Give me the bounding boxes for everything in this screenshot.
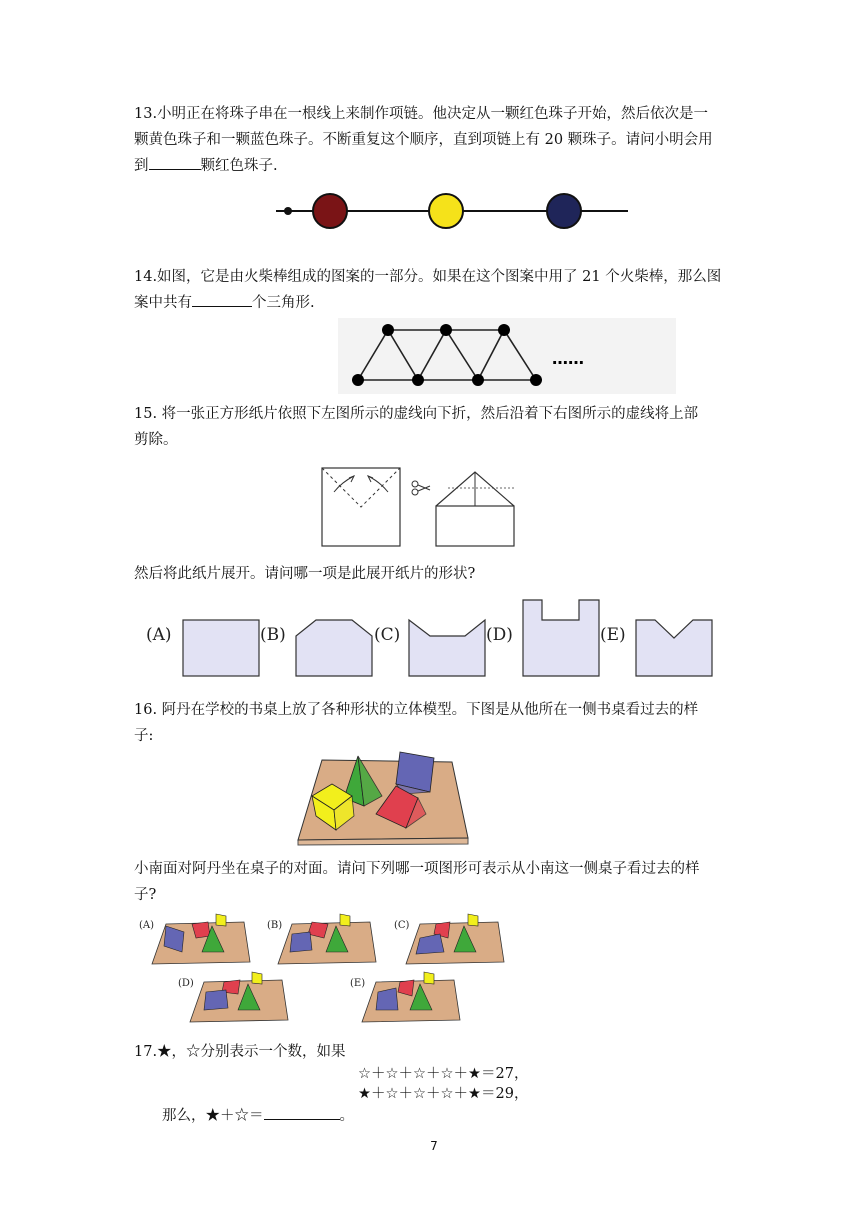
scissors-icon: [412, 481, 430, 495]
q13-line3: 到 颗红色珠子.: [134, 153, 740, 179]
option-d-label: (D): [486, 625, 513, 645]
option-b-label: (B): [260, 625, 286, 645]
q17-line4: 那么，★＋☆＝ 。: [162, 1103, 768, 1129]
option-a-label: (A): [146, 625, 172, 645]
folding-figure: [318, 462, 518, 548]
q13-line1: 13.小明正在将珠子串在一根线上来制作项链。他决定从一颗红色珠子开始，然后依次是一: [134, 106, 709, 122]
q16-option-c-label: (C): [394, 920, 410, 931]
q16-options: [136, 910, 506, 1028]
option-c-label: (C): [374, 625, 401, 645]
q16-line2: 子:: [134, 728, 154, 744]
blue-bead: [547, 194, 581, 228]
option-e-label: (E): [600, 625, 626, 645]
option-b-shape: [296, 620, 372, 676]
q14-line2: 案中共有 个三角形.: [134, 290, 740, 316]
q16-line4: 子?: [134, 887, 157, 903]
q14-line1: 14.如图，它是由火柴棒组成的图案的一部分。如果在这个图案中用了 21 个火柴棒，那么图: [134, 269, 722, 285]
q16-option-c-desk: [406, 914, 504, 964]
yellow-bead: [429, 194, 463, 228]
answer-blank-13: [149, 153, 201, 170]
red-bead: [313, 194, 347, 228]
answer-blank-17: [264, 1103, 340, 1120]
option-a-shape: [183, 620, 259, 676]
matchstick-figure: [338, 318, 676, 394]
page-number: 7: [430, 1139, 438, 1153]
q17-equation-2: ★＋☆＋☆＋☆＋★＝29，: [358, 1086, 529, 1102]
q16-line3: 小南面对阿丹坐在桌子的对面。请问下列哪一项图形可表示从小南这一侧桌子看过去的样: [134, 861, 700, 877]
q15-line2: 剪除。: [134, 432, 178, 448]
q16-option-b-desk: [278, 914, 376, 964]
ellipsis: ……: [552, 349, 584, 368]
q16-option-e-desk: [362, 972, 460, 1022]
q16-line1: 16. 阿丹在学校的书桌上放了各种形状的立体模型。下图是从他所在一侧书桌看过去的样: [134, 702, 699, 718]
q17-line1: 17.★，☆分别表示一个数，如果: [134, 1044, 346, 1060]
q16-option-b-label: (B): [267, 920, 283, 931]
bead-necklace-figure: [270, 188, 632, 234]
q15-options: [140, 596, 720, 680]
q17-equation-1: ☆＋☆＋☆＋☆＋★＝27，: [358, 1066, 529, 1082]
option-c-shape: [409, 620, 485, 676]
q16-option-d-label: (D): [178, 978, 194, 989]
q16-option-a-desk: [152, 914, 250, 964]
option-d-shape: [523, 600, 599, 676]
answer-blank-14: [192, 290, 252, 307]
q13-line2: 颗黄色珠子和一颗蓝色珠子。不断重复这个顺序，直到项链上有 20 颗珠子。请问小明会用: [134, 132, 713, 148]
q16-option-e-label: (E): [350, 978, 366, 989]
option-e-shape: [636, 620, 712, 676]
desk-main-figure: [294, 748, 472, 846]
string-end-dot: [284, 207, 292, 215]
q16-option-d-desk: [190, 972, 288, 1022]
q16-option-a-label: (A): [139, 920, 155, 931]
q15-line1: 15. 将一张正方形纸片依照下左图所示的虚线向下折，然后沿着下右图所示的虚线将上部: [134, 406, 699, 422]
q15-line3: 然后将此纸片展开。请问哪一项是此展开纸片的形状?: [134, 566, 476, 582]
